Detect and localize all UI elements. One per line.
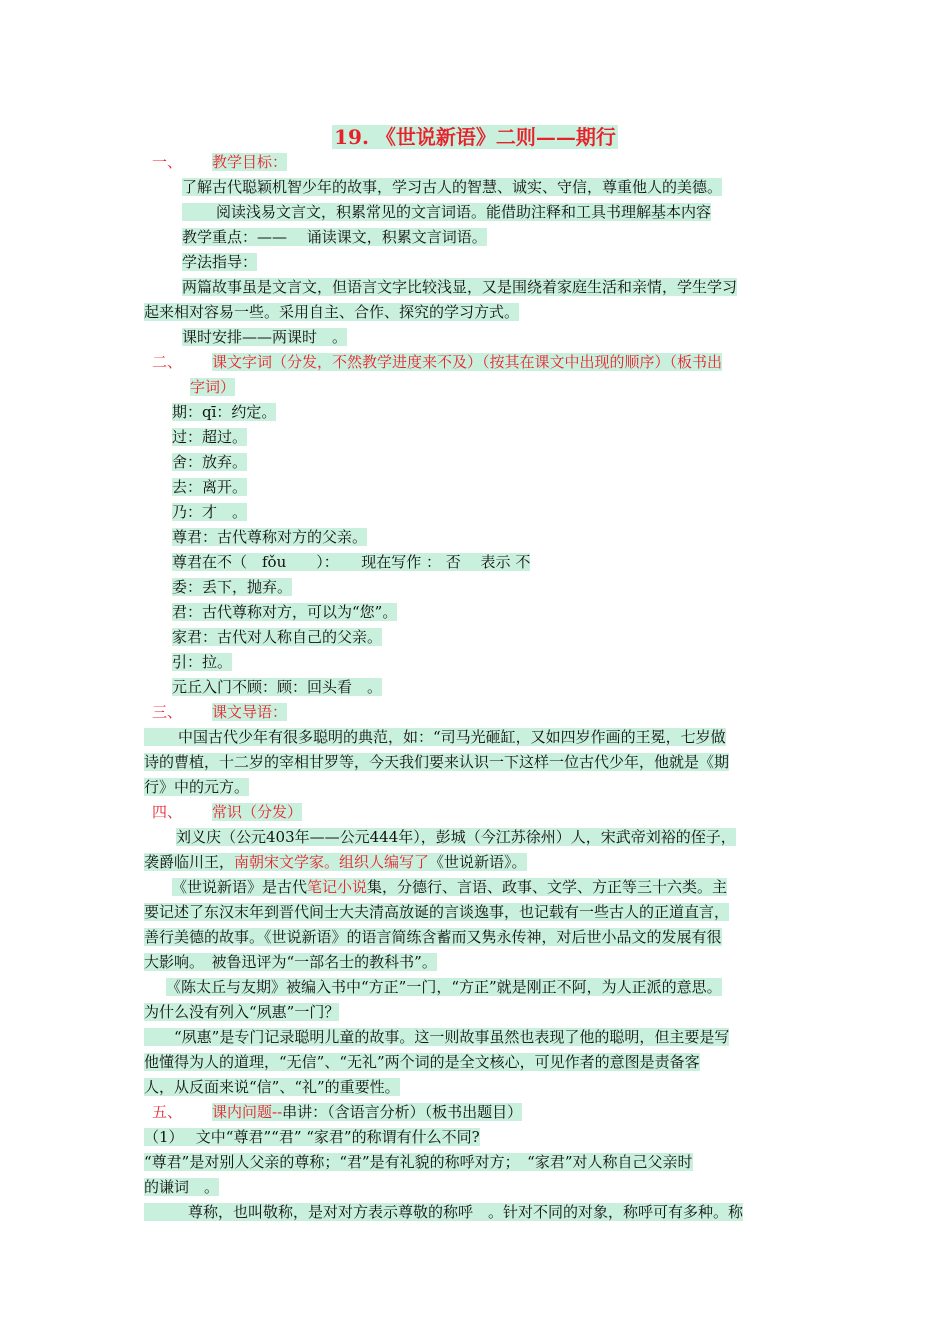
paragraph-line: 两篇故事虽是文言文，但语言文字比较浅显，又是围绕着家庭生活和亲情，学生学习 bbox=[182, 278, 738, 296]
question-1: （1） 文中“尊君”“君” “家君”的称谓有什么不同? bbox=[144, 1128, 480, 1146]
paragraph-line: 为什么没有列入“夙惠”一门？ bbox=[144, 1003, 340, 1021]
paragraph-line: 袭爵临川王，南朝宋文学家。组织人编写了《世说新语》。 bbox=[144, 853, 527, 871]
answer-line: “尊君”是对别人父亲的尊称；“君”是有礼貌的称呼对方； “家君”对人称自己父亲时 bbox=[144, 1153, 693, 1171]
answer-line: 的谦词 。 bbox=[144, 1178, 220, 1196]
paragraph-line: 他懂得为人的道理，“无信”、“无礼”两个词的是全文核心，可见作者的意图是责备客 bbox=[144, 1053, 700, 1071]
paragraph-line: 刘义庆（公元403年——公元444年），彭城（今江苏徐州）人，宋武帝刘裕的侄子， bbox=[176, 828, 736, 846]
vocab-item: 引：拉。 bbox=[172, 653, 233, 671]
paragraph-line: 学法指导： bbox=[182, 253, 258, 271]
vocab-item: 乃：才 。 bbox=[172, 503, 248, 521]
paragraph-line: 了解古代聪颖机智少年的故事，学习古人的智慧、诚实、守信，尊重他人的美德。 bbox=[182, 178, 723, 196]
paragraph-line: 教学重点：—— 诵读课文，积累文言词语。 bbox=[182, 228, 487, 246]
section-5-heading: 五、 课内问题--串讲：（含语言分析）（板书出题目） bbox=[152, 1103, 523, 1121]
paragraph-line: “夙惠”是专门记录聪明儿童的故事。这一则故事虽然也表现了他的聪明，但主要是写 bbox=[144, 1027, 729, 1047]
paragraph-line: 中国古代少年有很多聪明的典范，如：“司马光砸缸，又如四岁作画的王冕，七岁做 bbox=[144, 727, 726, 747]
paragraph-line: 阅读浅易文言文，积累常见的文言词语。能借助注释和工具书理解基本内容 bbox=[182, 202, 711, 222]
vocab-item: 家君：古代对人称自己的父亲。 bbox=[172, 628, 383, 646]
vocab-item: 尊君：古代尊称对方的父亲。 bbox=[172, 528, 368, 546]
vocab-item: 舍：放弃。 bbox=[172, 453, 248, 471]
vocab-item: 去：离开。 bbox=[172, 478, 248, 496]
section-4-heading: 四、 常识（分发） bbox=[152, 803, 303, 821]
paragraph-line: 诗的曹植，十二岁的宰相甘罗等，今天我们要来认识一下这样一位古代少年，他就是《期 bbox=[144, 753, 730, 771]
vocab-item: 君：古代尊称对方，可以为“您”。 bbox=[172, 603, 398, 621]
vocab-item: 过：超过。 bbox=[172, 428, 248, 446]
paragraph-line: 行》中的元方。 bbox=[144, 778, 250, 796]
section-2-heading-cont: 字词） bbox=[190, 378, 236, 396]
paragraph-line: 课时安排——两课时 。 bbox=[182, 328, 348, 346]
paragraph-line: 大影响。 被鲁迅评为“一部名士的教科书”。 bbox=[144, 953, 437, 971]
section-3-heading: 三、 课文导语： bbox=[152, 703, 288, 721]
paragraph-line: 要记述了东汉末年到晋代间士大夫清高放诞的言谈逸事，也记载有一些古人的正道直言， bbox=[144, 903, 730, 921]
vocab-item: 期：qī：约定。 bbox=[172, 403, 277, 421]
vocab-item: 委：丢下，抛弃。 bbox=[172, 578, 293, 596]
paragraph-line: 起来相对容易一些。采用自主、合作、探究的学习方式。 bbox=[144, 303, 520, 321]
answer-line: 尊称，也叫敬称，是对对方表示尊敬的称呼 。针对不同的对象，称呼可有多种。称 bbox=[144, 1202, 743, 1222]
paragraph-line: 人，从反面来说“信”、“礼”的重要性。 bbox=[144, 1078, 400, 1096]
paragraph-line: 《陈太丘与友期》被编入书中“方正”一门，“方正”就是刚正不阿，为人正派的意思。 bbox=[166, 978, 722, 996]
vocab-item: 元丘入门不顾：顾：回头看 。 bbox=[172, 678, 383, 696]
section-1-heading: 一、 教学目标： bbox=[152, 153, 288, 171]
page-title: 19. 《世说新语》二则——期行 bbox=[334, 125, 616, 149]
paragraph-line: 善行美德的故事。《世说新语》的语言简练含蓄而又隽永传神，对后世小品文的发展有很 bbox=[144, 928, 722, 946]
vocab-item: 尊君在不（ fǒu ）： 现在写作 ： 否 表示 不 bbox=[172, 553, 531, 571]
paragraph-line: 《世说新语》是古代笔记小说集，分德行、言语、政事、文学、方正等三十六类。主 bbox=[172, 878, 728, 896]
section-2-heading: 二、 课文字词（分发，不然教学进度来不及）（按其在课文中出现的顺序）（板书出 bbox=[152, 353, 723, 371]
